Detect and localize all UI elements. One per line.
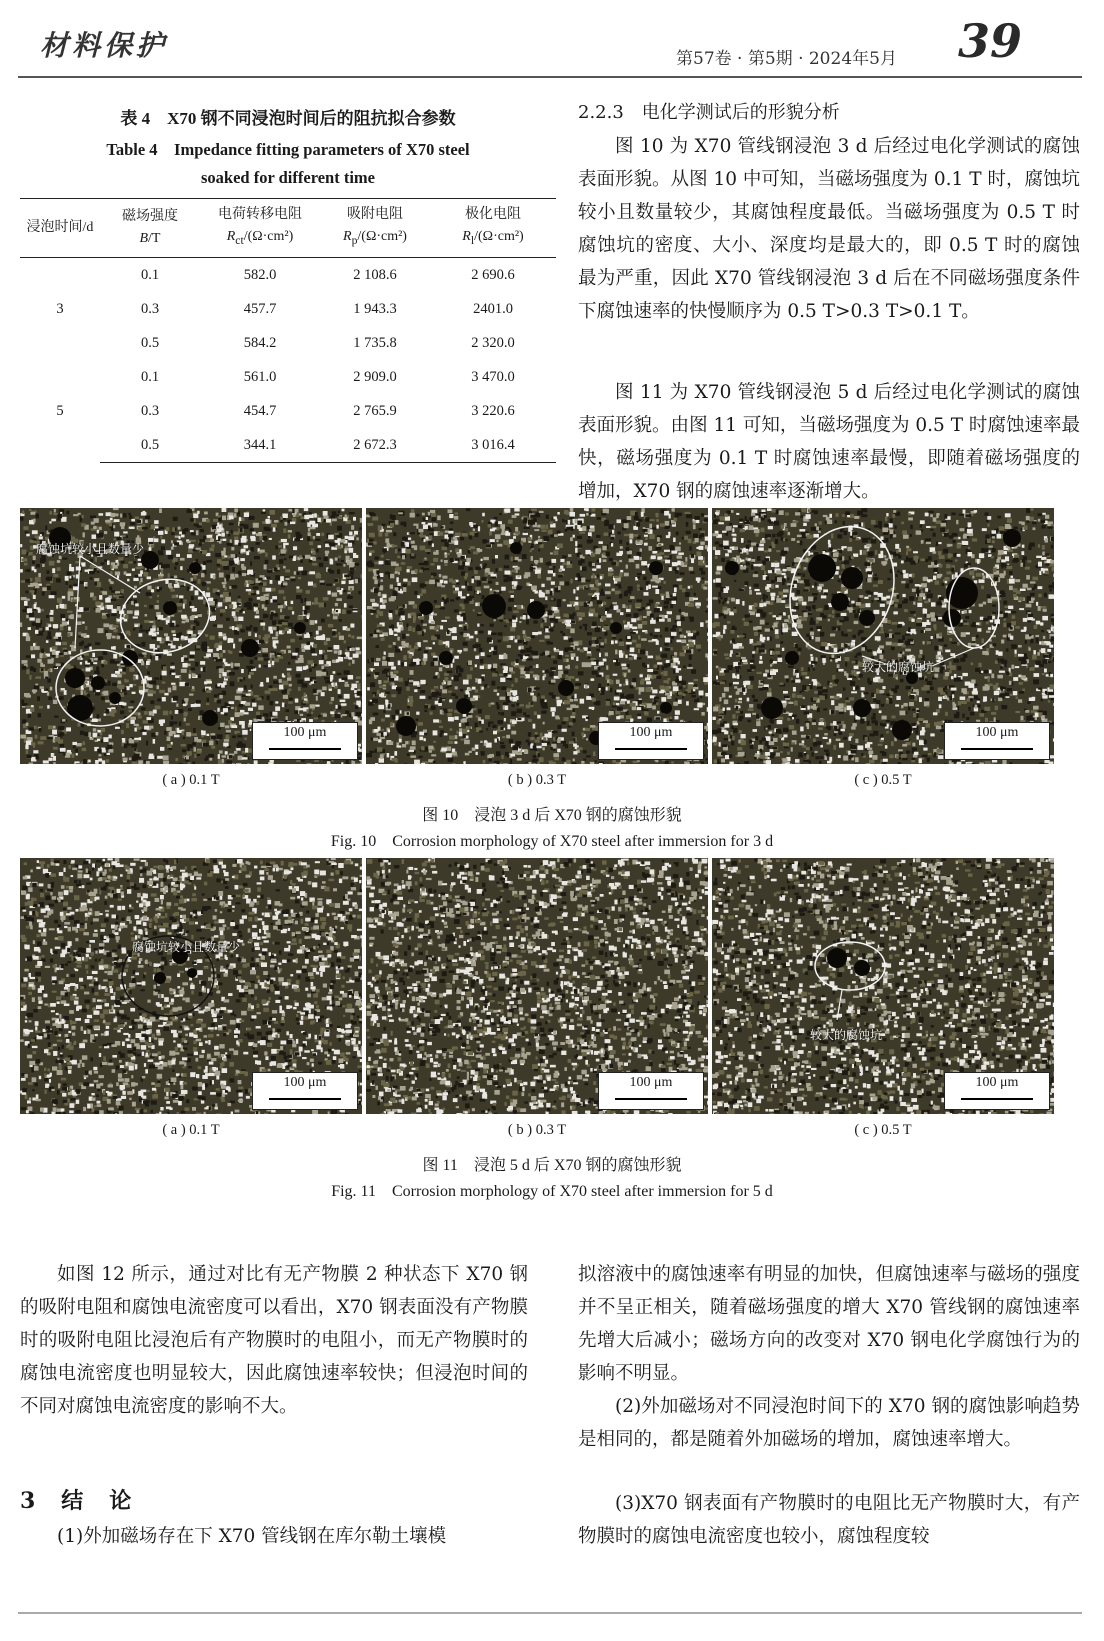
corrosion-pit [785, 651, 799, 665]
table-cell: 3 016.4 [430, 428, 556, 463]
annotation-label: 较大的腐蚀坑 [862, 660, 935, 674]
conclusion-item-1: (1)外加磁场存在下 X70 管线钢在库尔勒土壤模 [57, 1526, 447, 1547]
micrograph-fig11-c [712, 858, 1054, 1114]
corrosion-pit [854, 960, 870, 976]
section-heading-2-2-3: 2.2.3 电化学测试后的形貌分析 [578, 102, 840, 123]
corrosion-pit [853, 699, 871, 717]
scale-bar: 100 μm [252, 1072, 358, 1110]
table-cell: 0.3 [140, 300, 160, 317]
micrograph-fig11-b [366, 858, 708, 1114]
table-caption-cn: 表 4 X70 钢不同浸泡时间后的阻抗拟合参数 [120, 109, 456, 128]
annotation-label: 腐蚀坑较小且数量少 [36, 542, 145, 556]
footer-rule [18, 1612, 1082, 1614]
page-number: 39 [958, 14, 1023, 68]
conclusion-item-3: (3)X70 钢表面有产物膜时的电阻比无产物膜时大，有产物膜时的腐蚀电流密度也较小，腐蚀程度较 [578, 1493, 1080, 1547]
corrosion-pit [510, 542, 522, 554]
table-row [20, 394, 556, 428]
subfigure-label: ( c ) 0.5 T [854, 772, 912, 788]
corrosion-pit [943, 609, 961, 627]
corrosion-pit [154, 972, 166, 984]
table-cell: 3 220.6 [471, 402, 515, 419]
annotation-label: 较大的腐蚀坑 [810, 1028, 883, 1042]
corrosion-pit [660, 702, 672, 714]
paragraph-fig12-analysis: 如图 12 所示，通过对比有无产物膜 2 种状态下 X70 钢的吸附电阻和腐蚀电流密度可以看出，X70 钢表面没有产物膜时的吸附电阻比浸泡后有产物膜时的电阻小，而无产物膜时的腐蚀电流密度也明显较大，因此腐蚀速率较快；但浸泡时间的不同对腐蚀电流密度的影响不大。 [20, 1264, 528, 1417]
figure10-caption-en: Fig. 10 Corrosion morphology of X70 steel after immersion for 3 d [330, 833, 774, 850]
table-cell: 2 108.6 [353, 266, 397, 283]
micrograph-fig11-a [20, 858, 362, 1114]
micrograph-fig10-c [712, 508, 1054, 764]
corrosion-pit [859, 610, 875, 626]
corrosion-pit [558, 680, 574, 696]
table-row [20, 292, 556, 326]
scale-bar: 100 μm [944, 1072, 1050, 1110]
scale-bar: 100 μm [944, 722, 1050, 760]
col-header-field: 磁场强度 B/T [100, 199, 200, 258]
col-header-rct: 电荷转移电阻 $R_{ct}/(\Omega\cdot cm^2)$ [200, 199, 320, 258]
figure11-caption-cn: 图 11 浸泡 5 d 后 X70 钢的腐蚀形貌 [422, 1157, 682, 1174]
corrosion-pit [439, 651, 453, 665]
corrosion-pit [808, 554, 836, 582]
corrosion-pit [241, 639, 259, 657]
impedance-table [20, 198, 556, 463]
journal-logo: 材料保护 [40, 29, 169, 62]
table-cell: 2 320.0 [471, 334, 515, 351]
subfigure-label: ( a ) 0.1 T [162, 1122, 220, 1138]
corrosion-pit [163, 601, 177, 615]
corrosion-pit [827, 948, 847, 968]
table-row [20, 258, 556, 293]
corrosion-pit [456, 698, 472, 714]
table-header-row [20, 199, 556, 258]
table-cell: 1 735.8 [353, 334, 397, 351]
table-cell: 3 470.0 [471, 368, 515, 385]
scale-bar: 100 μm [598, 1072, 704, 1110]
table-cell-time: 5 [56, 402, 64, 419]
subfigure-label: ( b ) 0.3 T [507, 772, 567, 788]
table-row [20, 428, 556, 463]
scale-bar: 100 μm [598, 722, 704, 760]
corrosion-pit [831, 593, 849, 611]
corrosion-pit [396, 716, 416, 736]
table-cell: 2 765.9 [353, 402, 397, 419]
table-cell: 0.5 [100, 428, 200, 463]
table-cell: 2 690.6 [471, 266, 515, 283]
corrosion-pit [482, 594, 506, 618]
corrosion-pit [610, 622, 622, 634]
table-caption-en: Table 4 Impedance fitting parameters of X70 steel [106, 140, 470, 159]
scale-bar: 100 μm [252, 722, 358, 760]
conclusion-item-1-continued: 拟溶液中的腐蚀速率有明显的加快，但腐蚀速率与磁场的强度并不呈正相关，随着磁场强度的增大 X70 管线钢的腐蚀速率先增大后减小；磁场方向的改变对 X70 钢电化学腐蚀行为的影响不明显。 [578, 1264, 1080, 1384]
table-row [20, 360, 556, 394]
section-heading-conclusion: 3 结 论 [20, 1488, 134, 1514]
micrograph-fig10-b [366, 508, 708, 764]
table-cell: 457.7 [243, 300, 277, 317]
corrosion-pit [527, 601, 545, 619]
corrosion-pit [725, 561, 739, 575]
table-caption-en-cont: soaked for different time [201, 168, 375, 187]
figure10-caption-cn: 图 10 浸泡 3 d 后 X70 钢的腐蚀形貌 [422, 807, 682, 824]
table-cell: 561.0 [243, 368, 277, 385]
corrosion-pit [109, 692, 121, 704]
corrosion-pit [91, 676, 105, 690]
paragraph-fig10-analysis: 图 10 为 X70 管线钢浸泡 3 d 后经过电化学测试的腐蚀表面形貌。从图 10 中可知，当磁场强度为 0.1 T 时，腐蚀坑较小且数量较少，其腐蚀程度最低。当磁场强度为 0.5 T 时腐蚀坑的密度、大小、深度均是最大的，即 0.5 T 时的腐蚀最为严重，因此 X70 管线钢浸泡 3 d 后在不同磁场强度条件下腐蚀速率的快慢顺序为 0.5 T>0.3 T>0.1 T。 [578, 136, 1080, 322]
annotation-label: 腐蚀坑较小且数量少 [132, 940, 241, 954]
table-cell: 2 672.3 [320, 428, 430, 463]
corrosion-pit [892, 720, 912, 740]
subfigure-label: ( a ) 0.1 T [162, 772, 220, 788]
corrosion-pit [122, 650, 138, 666]
subfigure-label: ( c ) 0.5 T [854, 1122, 912, 1138]
micrograph-fig10-a [20, 508, 362, 764]
corrosion-pit [294, 622, 306, 634]
table-cell: 0.1 [140, 266, 160, 283]
header-rule [18, 76, 1082, 78]
subfigure-label: ( b ) 0.3 T [507, 1122, 567, 1138]
corrosion-pit [1003, 529, 1021, 547]
table-cell: 454.7 [243, 402, 277, 419]
table-cell: 0.1 [140, 368, 160, 385]
table-cell: 344.1 [200, 428, 320, 463]
corrosion-pit [841, 567, 863, 589]
table-cell: 584.2 [243, 334, 277, 351]
col-header-rp: 吸附电阻 $R_p/(\Omega\cdot cm^2)$ [320, 199, 430, 258]
table-row [20, 326, 556, 360]
table-cell: 2 909.0 [353, 368, 397, 385]
table-cell: 1 943.3 [353, 300, 397, 317]
paragraph-fig11-analysis: 图 11 为 X70 管线钢浸泡 5 d 后经过电化学测试的腐蚀表面形貌。由图 11 可知，当磁场强度为 0.5 T 时腐蚀速率最快，磁场强度为 0.1 T 时腐蚀速率最慢，即随着磁场强度的增加，X70 钢的腐蚀速率逐渐增大。 [578, 382, 1080, 502]
table-cell: 0.3 [140, 402, 160, 419]
table-cell: 582.0 [243, 266, 277, 283]
conclusion-item-2: (2)外加磁场对不同浸泡时间下的 X70 钢的腐蚀影响趋势是相同的，都是随着外加磁场的增加，腐蚀速率增大。 [578, 1396, 1080, 1450]
corrosion-pit [189, 562, 201, 574]
figure11-caption-en: Fig. 11 Corrosion morphology of X70 steel after immersion for 5 d [331, 1183, 773, 1200]
corrosion-pit [761, 697, 783, 719]
col-header-time: 浸泡时间/d [20, 199, 100, 258]
corrosion-pit [202, 710, 218, 726]
corrosion-pit [419, 601, 433, 615]
col-header-rl: 极化电阻 $R_l/(\Omega\cdot cm^2)$ [430, 199, 556, 258]
table-cell: 0.5 [140, 334, 160, 351]
corrosion-pit [187, 968, 197, 978]
table-cell-time: 3 [56, 300, 64, 317]
table-cell: 2401.0 [473, 300, 513, 317]
corrosion-pit [65, 668, 85, 688]
corrosion-pit [649, 561, 663, 575]
issue-info: 第57卷 · 第5期 · 2024年5月 [676, 49, 897, 69]
